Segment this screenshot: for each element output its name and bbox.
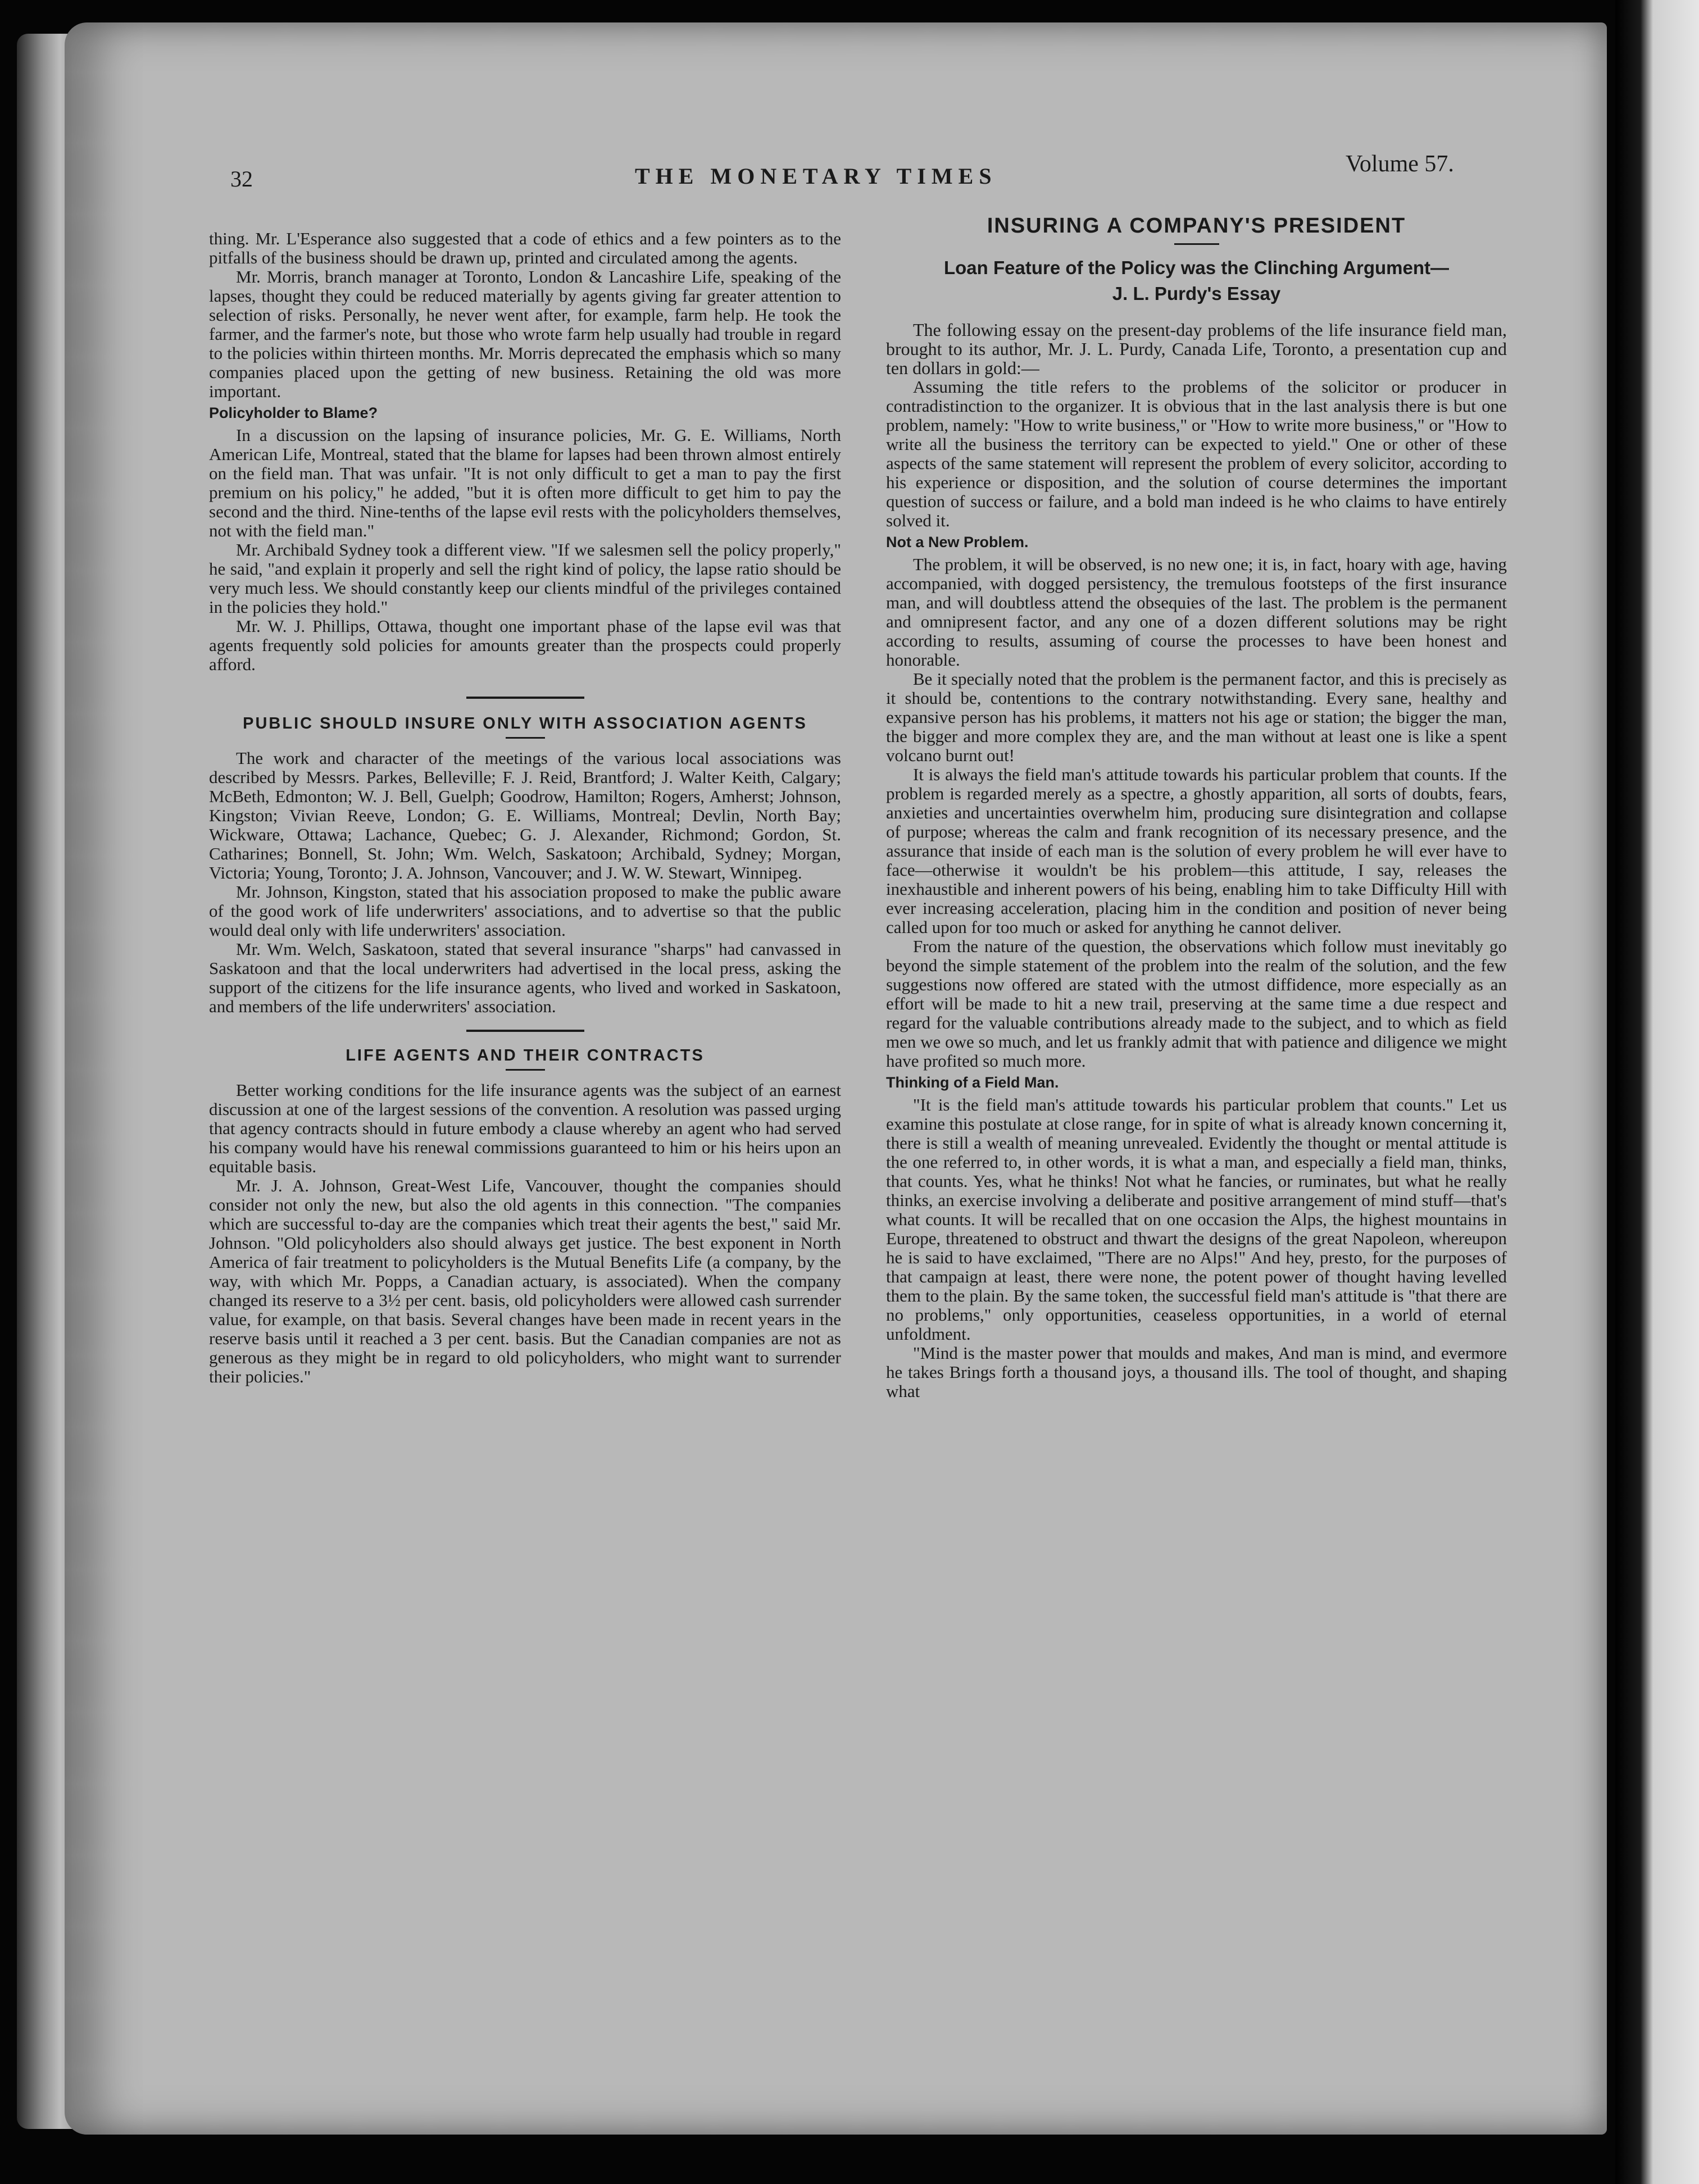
paragraph: Mr. J. A. Johnson, Great-West Life, Vancouver, thought the companies should consider not only the new, but also the old agents in this connection. "The companies which are successful to-day are the companies which treat their agents the best," said Mr. Johnson. "Old policyholders also should always get justice. The best exponent in North America of fair treatment to policyholders is the Mutual Benefits Life (a company, by the way, with which Mr. Popps, a Canadian actuary, is associated). When the company changed its reserve to a 3½ per cent. basis, old policyholders were allowed cash surrender value, for example, on that basis. Several changes have been made in recent years in the reserve basis until it reached a 3 per cent. basis. But the Canadian companies are not as generous as they might be in regard to old policyholders, who might want to surrender their policies.": [209, 1176, 841, 1386]
paragraph: From the nature of the question, the observations which follow must inevitably go beyond the simple statement of the problem into the realm of the solution, and the few suggestions now offered are stated with the utmost diffidence, more especially as an effort will be made to hit a new trail, preserving at the same time a due respect and regard for the valuable contributions already made to the subject, and to which as field men we owe so much, and let us frankly admit that with patience and diligence we might have profited so much more.: [886, 936, 1507, 1071]
heading-rule: [506, 1069, 545, 1071]
volume-label: Volume 57.: [1346, 151, 1454, 177]
paragraph: Mr. Wm. Welch, Saskatoon, stated that several insurance "sharps" had canvassed in Saskatoon and that the local underwriters had advertised in the local press, asking the support of the citizens for the life insurance agents, who lived and worked in Saskatoon, and members of the life underwriters' association.: [209, 939, 841, 1016]
facing-page-gutter: [1615, 0, 1699, 2184]
paragraph: The following essay on the present-day problems of the life insurance field man, brought to its author, Mr. J. L. Purdy, Canada Life, Toronto, a presentation cup and ten dollars in gold:—: [886, 320, 1507, 378]
paragraph: Mr. Archibald Sydney took a different view. "If we salesmen sell the policy properly," he said, "and explain it properly and sell the right kind of policy, the lapse ratio should be very much less. We should constantly keep our clients mindful of the privileges contained in the policies they hold.": [209, 540, 841, 617]
paragraph: Better working conditions for the life insurance agents was the subject of an earnest discussion at one of the largest sessions of the convention. A resolution was passed urging that agency contracts should in future embody a clause whereby an agent who had served his company would have his renewal commissions guaranteed to him or his heirs upon an equitable basis.: [209, 1080, 841, 1176]
subheading: Not a New Problem.: [886, 534, 1029, 550]
running-header-title: THE MONETARY TIMES: [635, 163, 997, 189]
left-column: [209, 229, 841, 1386]
paragraph: The problem, it will be observed, is no new one; it is, in fact, hoary with age, having accompanied, with dogged persistency, the tremulous footsteps of the first insurance man, and will doubtless attend the obsequies of the last. The problem is the permanent and omnipresent factor, and any one of a dozen different solutions may be right according to results, assuming of course the processes to have been honest and honorable.: [886, 554, 1507, 670]
heading-rule: [506, 737, 545, 739]
article-subtitle-line1: Loan Feature of the Policy was the Clinching Argument—: [943, 257, 1450, 278]
page-number: 32: [230, 166, 253, 192]
paragraph: Assuming the title refers to the problems of the solicitor or producer in contradistinction to the organizer. It is obvious that in the last analysis there is but one problem, namely: "How to write business," or "How to write more business," or "How to write all the business the territory can be expected to yield." One or other of these aspects of the same statement will represent the problem of every solicitor, according to his experience or disposition, and the solution of course determines the important question of success or failure, and a bold man indeed is he who claims to have entirely solved it.: [886, 377, 1507, 530]
subheading: Policyholder to Blame?: [209, 404, 378, 421]
paragraph: Mr. Johnson, Kingston, stated that his association proposed to make the public aware of the good work of life underwriters' associations, and to advertise so that the public would deal only with life underwriters' association.: [209, 882, 841, 940]
paragraph: Mr. W. J. Phillips, Ottawa, thought one important phase of the lapse evil was that agents frequently sold policies for amounts greater than the prospects could properly afford.: [209, 616, 841, 674]
paragraph: In a discussion on the lapsing of insurance policies, Mr. G. E. Williams, North American Life, Montreal, stated that the blame for lapses had been thrown almost entirely on the field man. That was unfair. "It is not only difficult to get a man to pay the first premium on his policy," he added, "but it is often more difficult to get him to pay the second and the third. Nine-tenths of the lapse evil rests with the policyholders themselves, not with the field man.": [209, 425, 841, 540]
subheading: Thinking of a Field Man.: [886, 1074, 1059, 1091]
section-heading: LIFE AGENTS AND THEIR CONTRACTS: [346, 1046, 705, 1064]
paragraph: thing. Mr. L'Esperance also suggested that a code of ethics and a few pointers as to the pitfalls of the business should be drawn up, printed and circulated among the agents.: [209, 229, 841, 267]
article-subtitle-line2: J. L. Purdy's Essay: [1112, 283, 1281, 304]
paragraph: Mr. Morris, branch manager at Toronto, London & Lancashire Life, speaking of the lapses, thought they could be reduced materially by agents giving far greater attention to selection of risks. Personally, he never went after, for example, farm help. He took the farmer, and the farmer's note, but those who wrote farm help usually had trouble in regard to the policies within thirteen months. Mr. Morris deprecated the emphasis which so many companies placed upon the getting of new business. Retaining the old was more important.: [209, 267, 841, 401]
paragraph: The work and character of the meetings of the various local associations was described by Messrs. Parkes, Belleville; F. J. Reid, Brantford; J. Walter Keith, Calgary; McBeth, Edmonton; W. J. Bell, Guelph; Goodrow, Hamilton; Rogers, Amherst; Johnson, Kingston; Vivian Reeve, London; G. E. Williams, Montreal; Devlin, North Bay; Wickware, Ottawa; Lachance, Quebec; G. J. Alexander, Richmond; Gordon, St. Catharines; Bonnell, St. John; Wm. Welch, Saskatoon; Archibald, Sydney; Morgan, Victoria; Young, Toronto; J. A. Johnson, Vancouver; and J. W. W. Stewart, Winnipeg.: [209, 748, 841, 882]
paragraph: It is always the field man's attitude towards his particular problem that counts. If the problem is regarded merely as a spectre, a ghostly apparition, all sorts of doubts, fears, anxieties and uncertainties overwhelm him, producing sure disintegration and collapse of purpose; whereas the calm and frank recognition of its necessary presence, and the assurance that inside of each man is the solution of every problem he will ever have to face—otherwise it wouldn't be his problem—this attitude, I say, releases the inexhaustible and inherent powers of his being, enabling him to take Difficulty Hill with ever increasing acceleration, placing him in the condition and position of never being called upon for too much or asked for anything he cannot deliver.: [886, 765, 1507, 937]
right-column: [886, 216, 1507, 1401]
paragraph: Be it specially noted that the problem is the permanent factor, and this is precisely as it should be, contentions to the contrary notwithstanding. Every sane, healthy and expansive person has his problems, it matters not his age or station; the bigger the man, the bigger and more complex they are, and the man without at least one is like a spent volcano burnt out!: [886, 669, 1507, 765]
section-heading: PUBLIC SHOULD INSURE ONLY WITH ASSOCIATION AGENTS: [243, 715, 807, 732]
paragraph: "Mind is the master power that moulds and makes, And man is mind, and evermore he takes Brings forth a thousand joys, a thousand ills. The tool of thought, and shaping what: [886, 1343, 1507, 1401]
paragraph: "It is the field man's attitude towards his particular problem that counts." Let us examine this postulate at close range, for in spite of what is already known concerning it, there is still a wealth of meaning unrevealed. Evidently the thought or mental attitude is the one referred to, in other words, it is what a man, and especially a field man, thinks, that counts. Yes, what he thinks! Not what he fancies, or ruminates, but what he really thinks, an exercise involving a deliberate and positive arrangement of mind stuff—that's what counts. It will be recalled that on one occasion the Alps, the highest mountains in Europe, threatened to obstruct and thwart the designs of the great Napoleon, whereupon he is said to have exclaimed, "There are no Alps!" And hey, presto, for the purposes of that campaign at least, there were none, the potent power of thought having levelled them to the plain. By the same token, the successful field man's attitude is "that there are no problems," only opportunities, ceaseless opportunities, in a world of eternal unfoldment.: [886, 1095, 1507, 1344]
title-rule: [1174, 243, 1219, 245]
article-title: INSURING A COMPANY'S PRESIDENT: [987, 214, 1406, 238]
